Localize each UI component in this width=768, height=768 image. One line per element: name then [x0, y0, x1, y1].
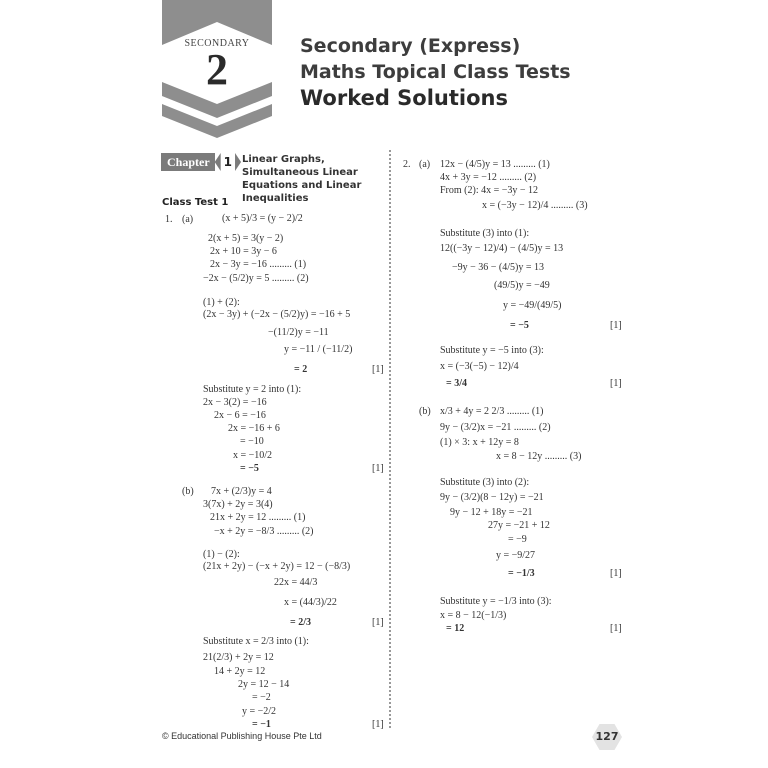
solution-answer: = −1: [252, 719, 271, 730]
solution-line: 2x + 10 = 3y − 6: [210, 246, 277, 257]
solution-line: 7x + (2/3)y = 4: [211, 486, 272, 497]
question-number: 1.: [165, 214, 173, 225]
solution-line: (49/5)y = −49: [494, 280, 550, 291]
chapter-label: Chapter: [161, 153, 215, 171]
solution-line: x = (−3y − 12)/4 ......... (3): [482, 200, 588, 211]
level-banner: [162, 0, 272, 140]
solution-line: (21x + 2y) − (−x + 2y) = 12 − (−8/3): [203, 561, 351, 572]
solution-answer: = −5: [240, 463, 259, 474]
bracket-right-icon: [235, 153, 241, 171]
solution-line: 9y − (3/2)(8 − 12y) = −21: [440, 492, 544, 503]
solution-line: 2x − 3(2) = −16: [203, 397, 267, 408]
mark-allocation: [1]: [610, 320, 622, 331]
mark-allocation: [1]: [610, 378, 622, 389]
solution-line: (2x − 3y) + (−2x − (5/2)y) = −16 + 5: [203, 309, 351, 320]
solution-answer: = 12: [446, 623, 465, 634]
solution-line: y = −2/2: [242, 706, 277, 717]
banner-level-number: 2: [206, 45, 228, 94]
solution-line: x/3 + 4y = 2 2/3 ......... (1): [440, 406, 544, 417]
solution-line: 2x = −16 + 6: [228, 423, 280, 434]
chapter-title: Linear Graphs, Simultaneous Linear Equations and Linear Inequalities: [242, 154, 362, 204]
title-line-3: Worked Solutions: [300, 86, 509, 110]
solution-line: −9y − 36 − (4/5)y = 13: [452, 262, 544, 273]
solution-line: x = 8 − 12(−1/3): [440, 610, 507, 621]
part-label: (a): [419, 159, 431, 170]
solution-line: Substitute y = −1/3 into (3):: [440, 596, 552, 607]
solution-answer: = 3/4: [446, 378, 467, 389]
chapter-badge: [161, 153, 241, 171]
solution-line: −x + 2y = −8/3 ......... (2): [214, 526, 314, 537]
solution-line: Substitute y = −5 into (3):: [440, 345, 544, 356]
solution-line: = −10: [240, 436, 264, 447]
solution-line: y = −9/27: [496, 550, 536, 561]
part-label: (b): [182, 486, 194, 497]
solution-line: Substitute (3) into (2):: [440, 477, 530, 488]
solution-line: (1) × 3: x + 12y = 8: [440, 437, 519, 448]
solution-line: 2x − 3y = −16 ......... (1): [210, 259, 307, 270]
page-number-badge: [592, 724, 622, 750]
solution-line: y = −49/(49/5): [503, 300, 562, 311]
solution-line: x = (44/3)/22: [284, 597, 337, 608]
solution-line: 27y = −21 + 12: [488, 520, 550, 531]
part-label: (a): [182, 214, 194, 225]
solution-line: (x + 5)/3 = (y − 2)/2: [222, 213, 303, 224]
page-number: 127: [595, 730, 619, 743]
solution-line: 12x − (4/5)y = 13 ......... (1): [440, 159, 550, 170]
solution-line: 14 + 2y = 12: [214, 666, 266, 677]
solution-line: = −2: [252, 692, 271, 703]
bracket-left-icon: [215, 153, 221, 171]
part-label: (b): [419, 406, 431, 417]
solution-line: 21x + 2y = 12 ......... (1): [210, 512, 306, 523]
chapter-number: 1: [223, 155, 233, 169]
mark-allocation: [1]: [372, 364, 384, 375]
solution-line: Substitute x = 2/3 into (1):: [203, 636, 309, 647]
mark-allocation: [1]: [372, 719, 384, 730]
section-title: Class Test 1: [162, 197, 229, 208]
question-number: 2.: [403, 159, 411, 170]
solution-line: 21(2/3) + 2y = 12: [203, 652, 274, 663]
column-divider: [389, 150, 393, 728]
solution-line: (1) − (2):: [203, 549, 240, 560]
solution-line: = −9: [508, 534, 527, 545]
solution-answer: = 2/3: [290, 617, 311, 628]
solution-line: Substitute (3) into (1):: [440, 228, 530, 239]
solution-line: x = (−3(−5) − 12)/4: [440, 361, 519, 372]
solution-line: x = 8 − 12y ......... (3): [496, 451, 582, 462]
mark-allocation: [1]: [610, 623, 622, 634]
solution-line: 22x = 44/3: [274, 577, 318, 588]
solution-answer: = −1/3: [508, 568, 535, 579]
copyright-notice: © Educational Publishing House Pte Ltd: [162, 731, 322, 741]
title-line-1: Secondary (Express): [300, 35, 521, 57]
solution-line: 2y = 12 − 14: [238, 679, 290, 690]
solution-line: (1) + (2):: [203, 297, 240, 308]
title-line-2: Maths Topical Class Tests: [300, 61, 571, 83]
mark-allocation: [1]: [372, 463, 384, 474]
solution-line: Substitute y = 2 into (1):: [203, 384, 302, 395]
solution-line: −(11/2)y = −11: [268, 327, 329, 338]
solution-line: 9y − 12 + 18y = −21: [450, 507, 533, 518]
solution-answer: = 2: [294, 364, 308, 375]
solution-line: y = −11 / (−11/2): [284, 344, 353, 355]
solution-line: 12((−3y − 12)/4) − (4/5)y = 13: [440, 243, 564, 254]
mark-allocation: [1]: [610, 568, 622, 579]
solution-line: x = −10/2: [233, 450, 273, 461]
solution-line: 9y − (3/2)x = −21 ......... (2): [440, 422, 551, 433]
mark-allocation: [1]: [372, 617, 384, 628]
solution-answer: = −5: [510, 320, 529, 331]
solution-line: 4x + 3y = −12 ......... (2): [440, 172, 537, 183]
solution-line: 3(7x) + 2y = 3(4): [203, 499, 273, 510]
banner-level-label: SECONDARY: [184, 38, 250, 49]
solution-line: From (2): 4x = −3y − 12: [440, 185, 539, 196]
solution-line: 2x − 6 = −16: [214, 410, 266, 421]
solution-line: 2(x + 5) = 3(y − 2): [208, 233, 284, 244]
solution-line: −2x − (5/2)y = 5 ......... (2): [203, 273, 309, 284]
book-title: [300, 33, 571, 111]
